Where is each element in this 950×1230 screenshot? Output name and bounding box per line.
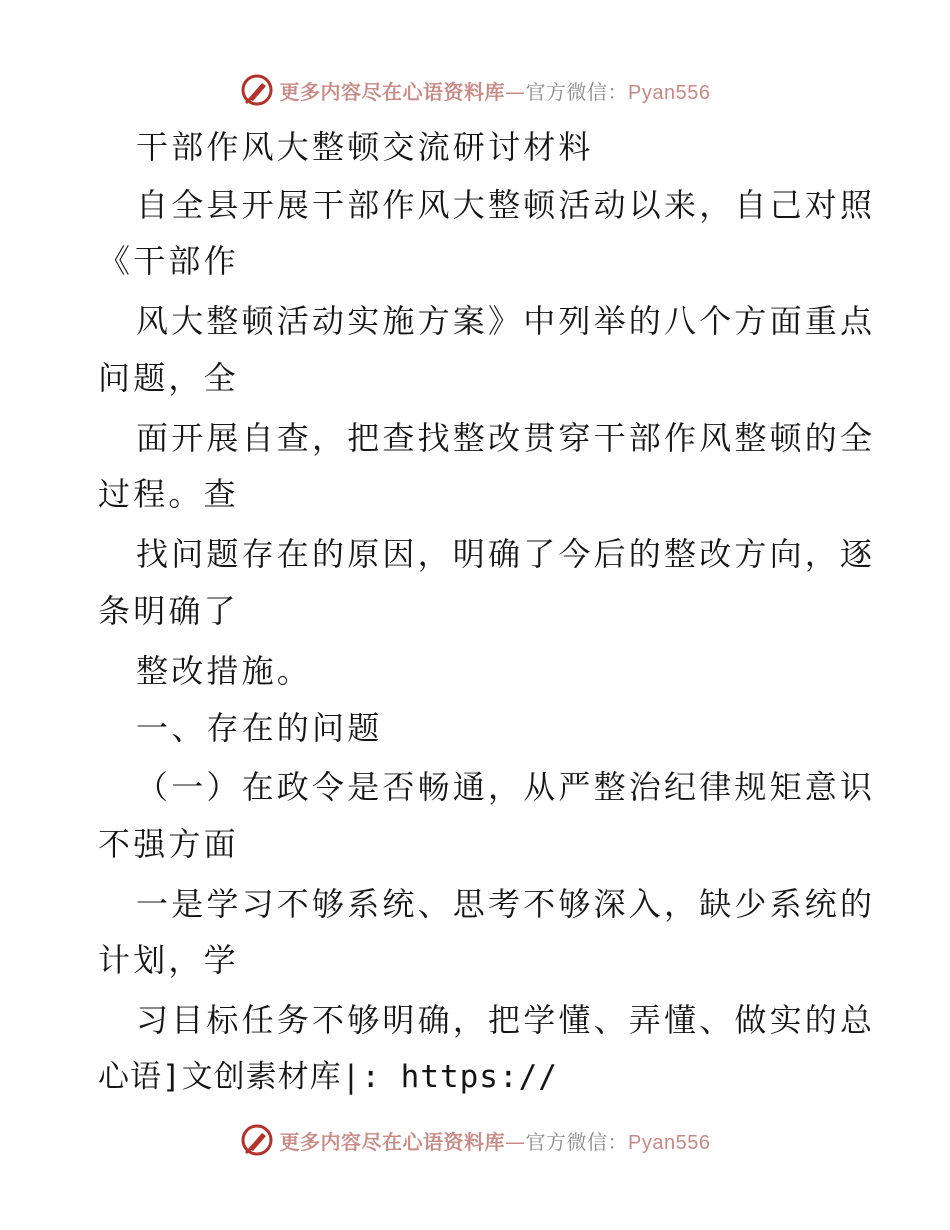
banner-dash: — xyxy=(505,79,526,104)
banner-wechat-label: 官方微信： xyxy=(525,1129,629,1154)
paragraph-line: 过程。查 xyxy=(98,475,239,513)
banner-wechat-id: Pyan556 xyxy=(628,1131,711,1154)
paragraph-line: 整改措施。 xyxy=(136,652,313,690)
paragraph-line: 问题，全 xyxy=(98,359,239,397)
paragraph-line: 面开展自查，把查找整改贯穿干部作风整顿的全 xyxy=(136,419,876,457)
source-footer-line: 心语]文创素材库|: https:// xyxy=(98,1059,558,1095)
paragraph-line: 不强方面 xyxy=(98,825,239,863)
paragraph-line: 找问题存在的原因，明确了今后的整改方向，逐 xyxy=(136,535,876,573)
paragraph-line: 习目标任务不够明确，把学懂、弄懂、做实的总 xyxy=(136,1001,876,1039)
footer-banner xyxy=(0,1120,950,1160)
banner-site-name: 更多内容尽在心语资料库 xyxy=(279,1129,506,1154)
banner-dash: — xyxy=(505,1129,526,1154)
paragraph-line: 一是学习不够系统、思考不够深入，缺少系统的 xyxy=(136,885,876,923)
paragraph-line: 计划，学 xyxy=(98,941,239,979)
paragraph-line: 《干部作 xyxy=(98,242,239,280)
banner-site-name: 更多内容尽在心语资料库 xyxy=(279,79,506,104)
banner-wechat-id: Pyan556 xyxy=(628,81,711,104)
paragraph-line: 自全县开展干部作风大整顿活动以来，自己对照 xyxy=(136,186,876,224)
pen-logo-icon xyxy=(240,1123,274,1157)
document-title: 干部作风大整顿交流研讨材料 xyxy=(136,128,594,166)
paragraph-line: 风大整顿活动实施方案》中列举的八个方面重点 xyxy=(136,302,876,340)
subsection-heading: （一）在政令是否畅通，从严整治纪律规矩意识 xyxy=(136,768,876,806)
section-heading: 一、存在的问题 xyxy=(136,709,383,747)
banner-wechat-label: 官方微信： xyxy=(525,79,629,104)
paragraph-line: 条明确了 xyxy=(98,592,239,630)
